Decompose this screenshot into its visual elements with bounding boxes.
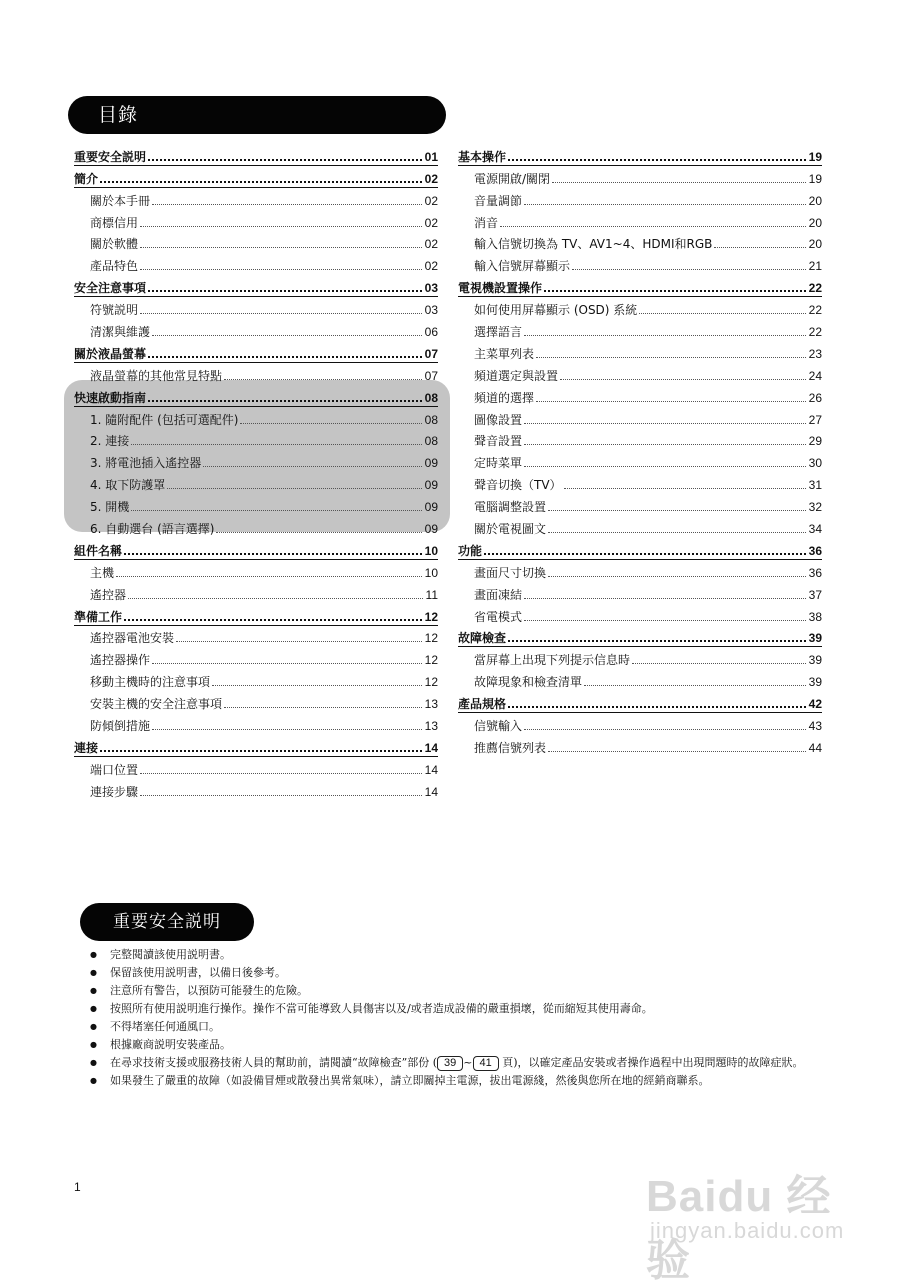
toc-subentry bbox=[458, 187, 822, 209]
dot-leader bbox=[524, 423, 806, 424]
toc-page-number: 27 bbox=[808, 412, 822, 427]
safety-bullet-list bbox=[90, 946, 820, 1090]
toc-section-entry bbox=[74, 340, 438, 362]
toc-entry-label: 組件名稱 bbox=[74, 543, 123, 558]
toc-subentry bbox=[458, 449, 822, 471]
toc-entry-label: 準備工作 bbox=[74, 609, 123, 624]
dot-leader bbox=[524, 620, 806, 621]
dot-leader bbox=[536, 357, 806, 358]
dot-leader bbox=[524, 729, 806, 730]
toc-page-number: 39 bbox=[808, 653, 822, 668]
toc-subentry bbox=[74, 712, 438, 734]
toc-page-number: 11 bbox=[425, 587, 438, 602]
toc-subentry bbox=[458, 734, 822, 756]
toc-subentry bbox=[74, 559, 438, 581]
toc-entry-label: 電源開啟/關閉 bbox=[474, 171, 551, 186]
dot-leader bbox=[116, 576, 422, 577]
toc-subentry bbox=[458, 406, 822, 428]
toc-subentry bbox=[458, 559, 822, 581]
toc-page-number: 02 bbox=[424, 215, 438, 230]
toc-page-number: 10 bbox=[424, 565, 438, 580]
toc-entry-label: 6. 自動選台 (語言選擇) bbox=[90, 522, 215, 537]
toc-right-column bbox=[458, 143, 822, 756]
dot-leader bbox=[203, 466, 421, 467]
watermark-url: jingyan.baidu.com bbox=[650, 1218, 845, 1243]
dot-leader bbox=[632, 663, 806, 664]
toc-subentry bbox=[458, 712, 822, 734]
toc-page-number: 39 bbox=[808, 675, 822, 690]
dot-leader bbox=[548, 510, 806, 511]
toc-page-number: 23 bbox=[808, 346, 822, 361]
dot-leader bbox=[152, 335, 422, 336]
toc-entry-label: 聲音設置 bbox=[474, 434, 523, 449]
toc-subentry bbox=[458, 231, 822, 253]
toc-section-entry bbox=[74, 165, 438, 187]
toc-entry-label: 故障現象和檢查清單 bbox=[474, 675, 583, 690]
toc-subentry bbox=[74, 646, 438, 668]
toc-page-number: 31 bbox=[808, 478, 822, 493]
toc-subentry bbox=[74, 296, 438, 318]
bullet-text: 在尋求技術支援或服務技術人員的幫助前，請閱讀“故障檢查”部份 ( bbox=[110, 1056, 438, 1069]
toc-page-number: 20 bbox=[808, 237, 822, 252]
dot-leader bbox=[500, 226, 806, 227]
dot-leader bbox=[536, 401, 806, 402]
dot-leader bbox=[128, 598, 423, 599]
toc-page-number: 02 bbox=[424, 259, 438, 274]
dot-leader bbox=[548, 532, 806, 533]
dot-leader bbox=[152, 663, 422, 664]
toc-page-number: 07 bbox=[424, 346, 438, 361]
toc-page-number: 12 bbox=[424, 609, 438, 624]
ref-tilde: ~ bbox=[463, 1056, 473, 1069]
dot-leader bbox=[639, 313, 805, 314]
toc-entry-label: 推薦信號列表 bbox=[474, 740, 547, 755]
safety-heading: 重要安全説明 bbox=[80, 903, 254, 941]
toc-subentry bbox=[74, 209, 438, 231]
safety-bullet: ● 按照所有使用説明進行操作。操作不當可能導致人員傷害以及/或者造成設備的嚴重損壞，從而縮短其使用壽命。 bbox=[90, 1000, 820, 1018]
dot-leader bbox=[584, 685, 806, 686]
watermark-logo: Baidu 经验 bbox=[646, 1172, 832, 1285]
toc-entry-label: 4. 取下防護罩 bbox=[90, 478, 166, 493]
toc-entry-label: 關於液晶螢幕 bbox=[74, 346, 147, 361]
toc-page-number: 06 bbox=[424, 325, 438, 340]
toc-page-number: 22 bbox=[808, 325, 822, 340]
toc-page-number: 12 bbox=[424, 631, 438, 646]
toc-subentry bbox=[74, 625, 438, 647]
toc-subentry bbox=[458, 296, 822, 318]
toc-entry-label: 定時菜單 bbox=[474, 456, 523, 471]
toc-subentry bbox=[458, 362, 822, 384]
toc-subentry bbox=[458, 428, 822, 450]
toc-entry-label: 連接 bbox=[74, 740, 99, 755]
toc-page-number: 43 bbox=[808, 719, 822, 734]
dot-leader bbox=[484, 553, 806, 555]
toc-page-number: 08 bbox=[424, 412, 438, 427]
toc-section-entry bbox=[74, 143, 438, 165]
toc-entry-label: 防傾倒措施 bbox=[90, 719, 151, 734]
toc-subentry bbox=[74, 406, 438, 428]
toc-entry-label: 3. 將電池插入遙控器 bbox=[90, 456, 202, 471]
toc-entry-label: 產品特色 bbox=[90, 259, 139, 274]
dot-leader bbox=[224, 707, 422, 708]
toc-page-number: 12 bbox=[424, 675, 438, 690]
toc-entry-label: 安全注意事項 bbox=[74, 281, 147, 296]
toc-entry-label: 畫面凍結 bbox=[474, 587, 523, 602]
toc-entry-label: 商標信用 bbox=[90, 215, 139, 230]
toc-page-number: 14 bbox=[424, 740, 438, 755]
toc-entry-label: 重要安全説明 bbox=[74, 149, 147, 164]
toc-page-number: 07 bbox=[424, 368, 438, 383]
dot-leader bbox=[548, 751, 806, 752]
toc-entry-label: 輸入信號切換為 TV、AV1~4、HDMI和RGB bbox=[474, 237, 713, 252]
dot-leader bbox=[524, 335, 806, 336]
toc-subentry bbox=[458, 646, 822, 668]
toc-section-entry bbox=[458, 143, 822, 165]
dot-leader bbox=[100, 750, 422, 752]
toc-entry-label: 安裝主機的安全注意事項 bbox=[90, 697, 223, 712]
toc-entry-label: 電腦調整設置 bbox=[474, 500, 547, 515]
dot-leader bbox=[524, 598, 806, 599]
toc-page-number: 09 bbox=[424, 456, 438, 471]
dot-leader bbox=[176, 641, 422, 642]
toc-entry-label: 音量調節 bbox=[474, 193, 523, 208]
toc-page-number: 02 bbox=[424, 237, 438, 252]
toc-page-number: 26 bbox=[808, 390, 822, 405]
page-number: 1 bbox=[74, 1180, 81, 1194]
dot-leader bbox=[140, 226, 422, 227]
toc-entry-label: 基本操作 bbox=[458, 149, 507, 164]
dot-leader bbox=[572, 269, 806, 270]
toc-page-number: 30 bbox=[808, 456, 822, 471]
page-ref-start: 39 bbox=[437, 1056, 463, 1071]
toc-subentry bbox=[458, 252, 822, 274]
bullet-text: 頁)，以確定產品安裝或者操作過程中出現問題時的故障症狀。 bbox=[498, 1056, 804, 1069]
toc-subentry bbox=[458, 165, 822, 187]
dot-leader bbox=[524, 466, 806, 467]
toc-subentry bbox=[458, 603, 822, 625]
toc-page-number: 09 bbox=[424, 500, 438, 515]
toc-page-number: 09 bbox=[424, 478, 438, 493]
dot-leader bbox=[240, 423, 421, 424]
toc-page-number: 12 bbox=[424, 653, 438, 668]
toc-section-entry bbox=[74, 537, 438, 559]
toc-page-number: 10 bbox=[424, 543, 438, 558]
toc-entry-label: 圖像設置 bbox=[474, 412, 523, 427]
safety-bullet: ● 根據廠商説明安裝產品。 bbox=[90, 1036, 820, 1054]
toc-subentry bbox=[74, 581, 438, 603]
toc-subentry bbox=[458, 668, 822, 690]
toc-page-number: 08 bbox=[424, 390, 438, 405]
toc-entry-label: 當屏幕上出現下列提示信息時 bbox=[474, 653, 631, 668]
dot-leader bbox=[714, 247, 805, 248]
toc-entry-label: 快速啟動指南 bbox=[74, 390, 147, 405]
toc-page-number: 37 bbox=[808, 587, 822, 602]
toc-entry-label: 液晶螢幕的其他常見特點 bbox=[90, 368, 223, 383]
toc-entry-label: 消音 bbox=[474, 215, 499, 230]
toc-page-number: 03 bbox=[424, 281, 438, 296]
toc-page-number: 02 bbox=[424, 171, 438, 186]
toc-subentry bbox=[74, 471, 438, 493]
toc-entry-label: 1. 隨附配件 (包括可選配件) bbox=[90, 412, 239, 427]
toc-subentry bbox=[74, 318, 438, 340]
toc-entry-label: 頻道選定與設置 bbox=[474, 368, 559, 383]
toc-page-number: 03 bbox=[424, 303, 438, 318]
toc-subentry bbox=[74, 231, 438, 253]
dot-leader bbox=[148, 159, 422, 161]
dot-leader bbox=[124, 619, 422, 621]
toc-subentry bbox=[74, 449, 438, 471]
toc-page-number: 19 bbox=[808, 171, 822, 186]
toc-entry-label: 遙控器電池安裝 bbox=[90, 631, 175, 646]
toc-page-number: 20 bbox=[808, 215, 822, 230]
toc-page-number: 32 bbox=[808, 500, 822, 515]
baidu-watermark bbox=[640, 1160, 870, 1285]
dot-leader bbox=[167, 488, 421, 489]
toc-entry-label: 主菜單列表 bbox=[474, 346, 535, 361]
dot-leader bbox=[131, 510, 421, 511]
toc-entry-label: 連接步驟 bbox=[90, 784, 139, 799]
toc-entry-label: 電視機設置操作 bbox=[458, 281, 543, 296]
toc-entry-label: 主機 bbox=[90, 565, 115, 580]
toc-page-number: 13 bbox=[424, 719, 438, 734]
dot-leader bbox=[148, 290, 422, 292]
toc-page-number: 24 bbox=[808, 368, 822, 383]
toc-entry-label: 功能 bbox=[458, 543, 483, 558]
toc-entry-label: 移動主機時的注意事項 bbox=[90, 675, 211, 690]
dot-leader bbox=[131, 444, 421, 445]
toc-page-number: 36 bbox=[808, 543, 822, 558]
toc-subentry bbox=[74, 493, 438, 515]
toc-entry-label: 頻道的選擇 bbox=[474, 390, 535, 405]
toc-page-number: 39 bbox=[808, 631, 822, 646]
dot-leader bbox=[124, 553, 422, 555]
toc-page-number: 21 bbox=[808, 259, 822, 274]
toc-entry-label: 端口位置 bbox=[90, 762, 139, 777]
toc-page-number: 22 bbox=[808, 303, 822, 318]
toc-entry-label: 輸入信號屏幕顯示 bbox=[474, 259, 571, 274]
toc-page-number: 09 bbox=[424, 522, 438, 537]
toc-section-entry bbox=[74, 734, 438, 756]
toc-page-number: 14 bbox=[424, 762, 438, 777]
dot-leader bbox=[544, 290, 806, 292]
toc-page-number: 19 bbox=[808, 149, 822, 164]
toc-entry-label: 符號説明 bbox=[90, 303, 139, 318]
toc-entry-label: 如何使用屏幕顯示 (OSD) 系統 bbox=[474, 303, 638, 318]
dot-leader bbox=[560, 379, 806, 380]
dot-leader bbox=[508, 706, 806, 708]
dot-leader bbox=[140, 313, 422, 314]
dot-leader bbox=[508, 640, 806, 642]
toc-subentry bbox=[74, 756, 438, 778]
dot-leader bbox=[152, 204, 422, 205]
dot-leader bbox=[552, 182, 806, 183]
toc-title: 目錄 bbox=[68, 96, 446, 134]
safety-bullet: ● 不得堵塞任何通風口。 bbox=[90, 1018, 820, 1036]
toc-entry-label: 2. 連接 bbox=[90, 434, 130, 449]
toc-section-entry bbox=[458, 690, 822, 712]
toc-entry-label: 故障檢查 bbox=[458, 631, 507, 646]
toc-page-number: 29 bbox=[808, 434, 822, 449]
toc-page-number: 36 bbox=[808, 565, 822, 580]
dot-leader bbox=[100, 181, 422, 183]
toc-subentry bbox=[458, 318, 822, 340]
dot-leader bbox=[212, 685, 422, 686]
toc-entry-label: 簡介 bbox=[74, 171, 99, 186]
toc-entry-label: 省電模式 bbox=[474, 609, 523, 624]
safety-bullet: ● 完整閱讀該使用説明書。 bbox=[90, 946, 820, 964]
toc-entry-label: 關於本手冊 bbox=[90, 193, 151, 208]
toc-section-entry bbox=[74, 384, 438, 406]
toc-entry-label: 遙控器操作 bbox=[90, 653, 151, 668]
toc-subentry bbox=[74, 362, 438, 384]
toc-section-entry bbox=[74, 274, 438, 296]
toc-entry-label: 關於電視圖文 bbox=[474, 522, 547, 537]
toc-entry-label: 遙控器 bbox=[90, 587, 127, 602]
toc-page-number: 02 bbox=[424, 193, 438, 208]
toc-entry-label: 5. 開機 bbox=[90, 500, 130, 515]
toc-page-number: 38 bbox=[808, 609, 822, 624]
toc-page-number: 44 bbox=[808, 740, 822, 755]
toc-entry-label: 選擇語言 bbox=[474, 325, 523, 340]
dot-leader bbox=[216, 532, 421, 533]
toc-entry-label: 信號輸入 bbox=[474, 719, 523, 734]
toc-subentry bbox=[74, 252, 438, 274]
toc-entry-label: 關於軟體 bbox=[90, 237, 139, 252]
toc-subentry bbox=[458, 209, 822, 231]
toc-subentry bbox=[74, 428, 438, 450]
dot-leader bbox=[548, 576, 806, 577]
safety-bullet: ● 注意所有警告，以預防可能發生的危險。 bbox=[90, 982, 820, 1000]
safety-bullet: ● 保留該使用説明書，以備日後參考。 bbox=[90, 964, 820, 982]
toc-section-entry bbox=[74, 603, 438, 625]
toc-section-entry bbox=[458, 274, 822, 296]
dot-leader bbox=[140, 269, 422, 270]
toc-page-number: 01 bbox=[424, 149, 438, 164]
safety-bullet: ● 如果發生了嚴重的故障（如設備冒煙或散發出異常氣味），請立即關掉主電源，拔出電源綫，然後與您所在地的經銷商聯系。 bbox=[90, 1072, 820, 1090]
dot-leader bbox=[140, 795, 422, 796]
dot-leader bbox=[508, 159, 806, 161]
toc-page-number: 08 bbox=[424, 434, 438, 449]
page-ref-end: 41 bbox=[473, 1056, 499, 1071]
toc-subentry bbox=[458, 581, 822, 603]
dot-leader bbox=[152, 729, 422, 730]
toc-subentry bbox=[458, 493, 822, 515]
toc-subentry bbox=[458, 384, 822, 406]
toc-subentry bbox=[74, 690, 438, 712]
toc-subentry bbox=[458, 515, 822, 537]
toc-subentry bbox=[458, 471, 822, 493]
toc-section-entry bbox=[458, 537, 822, 559]
dot-leader bbox=[140, 773, 422, 774]
dot-leader bbox=[148, 400, 422, 402]
toc-entry-label: 產品規格 bbox=[458, 697, 507, 712]
toc-page-number: 42 bbox=[808, 697, 822, 712]
toc-subentry bbox=[458, 340, 822, 362]
toc-page-number: 22 bbox=[808, 281, 822, 296]
toc-entry-label: 畫面尺寸切換 bbox=[474, 565, 547, 580]
toc-subentry bbox=[74, 668, 438, 690]
toc-section-entry bbox=[458, 625, 822, 647]
toc-subentry bbox=[74, 778, 438, 800]
dot-leader bbox=[148, 356, 422, 358]
toc-page-number: 34 bbox=[808, 522, 822, 537]
dot-leader bbox=[524, 204, 806, 205]
toc-subentry bbox=[74, 515, 438, 537]
dot-leader bbox=[224, 379, 422, 380]
toc-entry-label: 聲音切換（TV） bbox=[474, 478, 562, 493]
toc-subentry bbox=[74, 187, 438, 209]
toc-page-number: 13 bbox=[424, 697, 438, 712]
toc-page-number: 20 bbox=[808, 193, 822, 208]
dot-leader bbox=[140, 247, 422, 248]
dot-leader bbox=[564, 488, 806, 489]
dot-leader bbox=[524, 444, 806, 445]
safety-bullet-troubleshooting bbox=[90, 1054, 820, 1072]
toc-left-column bbox=[74, 143, 438, 800]
toc-page-number: 14 bbox=[424, 784, 438, 799]
toc-entry-label: 清潔與維護 bbox=[90, 325, 151, 340]
